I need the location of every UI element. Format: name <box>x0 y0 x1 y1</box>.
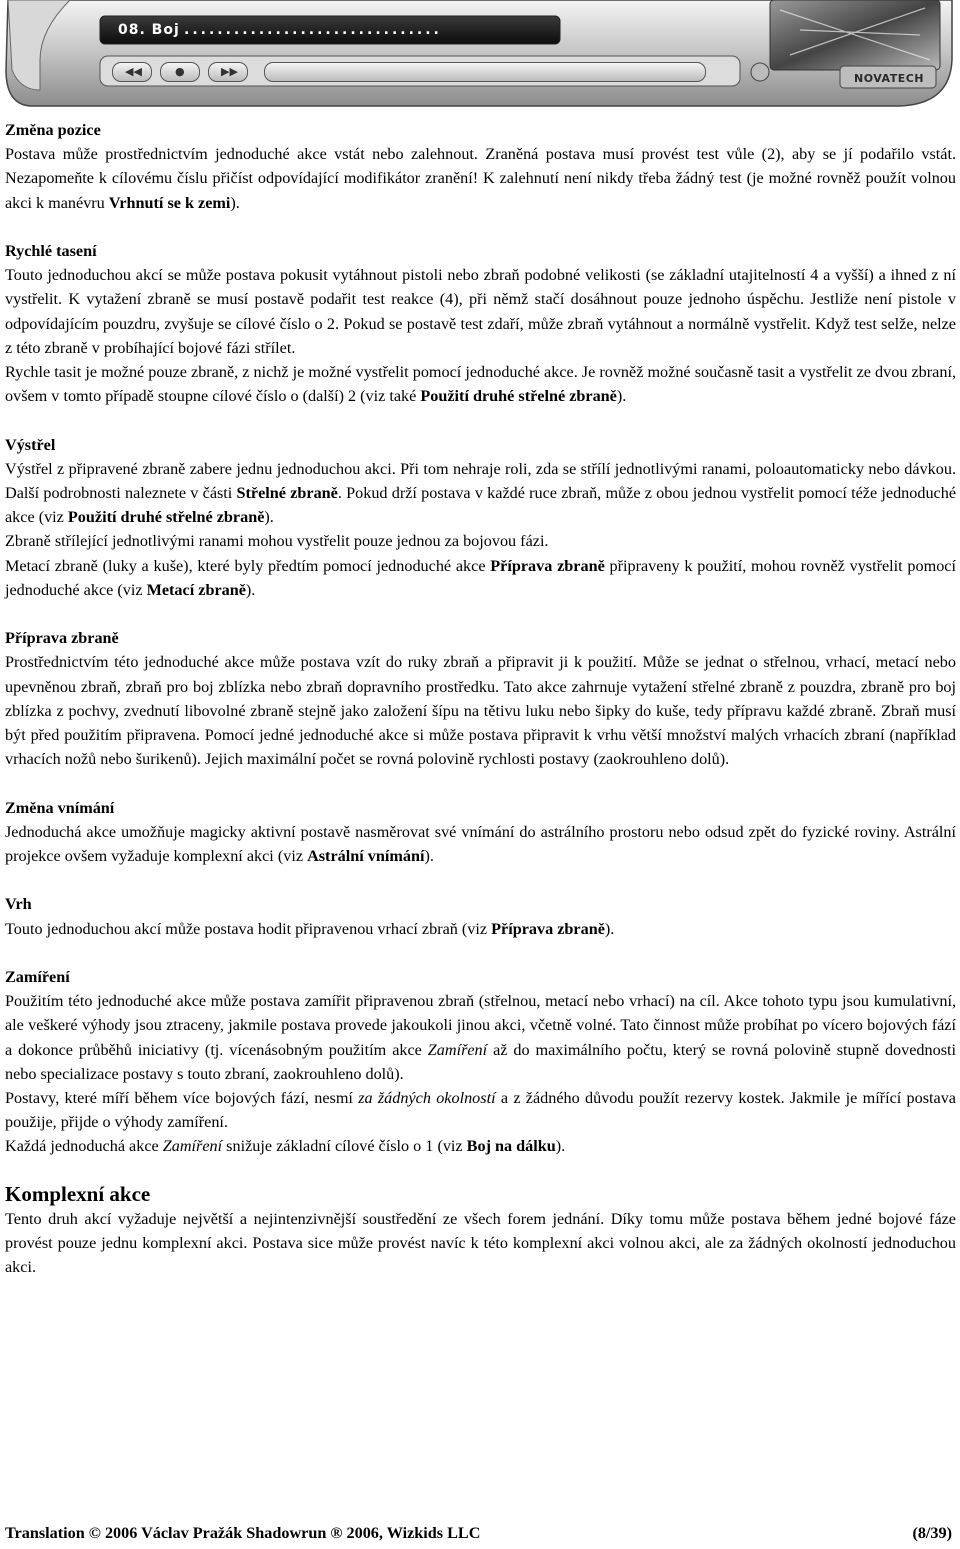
italic-term: Zamíření <box>427 1040 488 1059</box>
bold-reference: Příprava zbraně <box>490 556 605 575</box>
paragraph <box>5 820 956 868</box>
page-footer <box>5 1524 952 1543</box>
text-run: Rychle tasit je možné pouze zbraně, z nichž je možné vystřelit pomocí jednoduché akce. Je rovněž možné současně tasit a vystřelit ze dvou zbraní, ovšem v tomto případě stoupne cílové číslo o (další) 2 (viz také <box>5 363 956 406</box>
section-heading: Změna pozice <box>5 121 101 139</box>
paragraph <box>5 917 956 941</box>
paragraph <box>5 554 956 602</box>
paragraph <box>5 263 956 360</box>
text-run: až do maximálního počtu, který se rovná polovině stupně dovednosti nebo specializace postavy s touto zbraní, zaokrouhleno dolů). <box>5 1040 956 1083</box>
italic-term: za žádných okolností <box>358 1089 496 1108</box>
text-run: ). <box>245 580 256 599</box>
text-run: Postavy, které míří během více bojových fází, nesmí <box>5 1089 359 1108</box>
section <box>5 965 956 1159</box>
bold-reference: Astrální vnímání <box>307 847 425 866</box>
bold-reference: Vrhnutí se k zemi <box>108 193 231 212</box>
text-run: . Pokud drží postava v každé ruce zbraň, může z obou jednou vystřelit pomocí téže jednoduché akce (viz <box>5 484 957 527</box>
paragraph <box>5 1086 956 1134</box>
text-run: Zbraně střílející jednotlivými ranami mohou vystřelit pouze jednou za bojovou fázi. <box>5 532 549 551</box>
text-run: snižuje základní cílové číslo o 1 (viz <box>222 1137 467 1156</box>
page-number: (8/39) <box>912 1524 952 1542</box>
text-run: ). <box>264 508 274 527</box>
text-run: ). <box>604 919 615 938</box>
dot-icon: ● <box>175 65 185 78</box>
document-body <box>5 118 956 1304</box>
text-run: ). <box>555 1137 566 1156</box>
text-run: Výstřel z připravené zbraně zabere jednu jednoduchou akci. Při tom nehraje roli, zda se střílí jednotlivými ranami, poloautomaticky nebo dávkou. Další podrobnosti naleznete v části <box>5 459 956 503</box>
italic-term: Zamíření <box>162 1137 223 1156</box>
bold-reference: Střelné zbraně <box>236 484 338 503</box>
text-run: ). <box>230 193 240 212</box>
chapter-title-dots: ............................... <box>184 22 442 38</box>
section-heading: Zamíření <box>5 968 70 987</box>
chapter-header-banner <box>0 0 960 112</box>
section <box>5 433 956 602</box>
stop-button[interactable] <box>160 62 200 82</box>
text-run: Metací zbraně (luky a kuše), které byly předtím pomocí jednoduché akce <box>5 556 491 575</box>
rewind-button[interactable] <box>112 62 152 82</box>
bold-reference: Použití druhé střelné zbraně <box>420 387 617 406</box>
forward-button[interactable] <box>208 62 248 82</box>
section <box>5 239 956 408</box>
text-run: Touto jednoduchou akcí může postava hodit připravenou vrhací zbraň (viz <box>5 919 492 938</box>
paragraph <box>5 457 956 530</box>
forward-icon: ▶▶ <box>221 65 238 78</box>
brand-logo: NOVATECH <box>854 72 924 85</box>
text-run: ). <box>616 387 627 406</box>
text-run: Touto jednoduchou akcí se může postava pokusit vytáhnout pistoli nebo zbraň podobné velikosti (se základní utajitelností 4 a vyšší) a ihned z ní vystřelit. K vytažení zbraně se musí postavě podařit test reakce (4), při němž stačí dosáhnout pouze jednoho úspěchu. Jestliže není pistole v odpovídajícím pouzdru, zvyšuje se cílové číslo o 2. Pokud se postavě test zdaří, může zbraň vytáhnout a normálně vystřelit. Když test selže, nelze z této zbraně v probíhající bojové fázi střílet. <box>5 266 956 357</box>
footer-copyright: Translation © 2006 Václav Pražák Shadowrun ® 2006, Wizkids LLC <box>5 1524 481 1542</box>
section-heading: Příprava zbraně <box>5 629 119 648</box>
text-run: Prostřednictvím této jednoduché akce může postava vzít do ruky zbraň a připravit ji k použití. Může se jednat o střelnou, vrhací, metací nebo upevněnou zbraň, zbraň pro boj zblízka nebo zbraň dopravního prostředku. Tato akce zahrnuje vytažení střelné zbraně z pouzdra, zbraně pro boj zblízka z pochvy, zvednutí libovolné zbraně stejně jako založení šípu na tětivu luku nebo šipky do kuše, tedy přípravu každé zbraně. Zbraň musí být před použitím připravena. Pomocí jedné jednoduché akce si může postava připravit k vrhu větší množství malých vrhacích zbraní (například vrhacích nožů nebo šurikenů). Jejich maximální počet se rovná polovině rychlosti postavy (zaokrouhleno dolů). <box>5 653 956 769</box>
paragraph <box>5 1207 956 1280</box>
section <box>5 796 956 869</box>
bold-reference: Příprava zbraně <box>491 919 605 938</box>
section-heading: Změna vnímání <box>5 798 115 817</box>
paragraph <box>5 360 956 408</box>
paragraph <box>5 650 956 771</box>
paragraph <box>5 1134 956 1158</box>
text-run: Tento druh akcí vyžaduje největší a nejintenzivnější soustředění ze všech forem jednání. Díky tomu může postava během jedné bojové fáze provést pouze jednu komplexní akci. Postava sice může provést navíc k této komplexní akci volnou akci, ale za žádných okolností jednoduchou akci. <box>5 1209 956 1277</box>
section-heading: Výstřel <box>5 435 56 454</box>
progress-track[interactable] <box>264 62 706 82</box>
text-run: Každá jednoduchá akce <box>5 1137 163 1156</box>
section <box>5 626 956 771</box>
text-run: a z žádného důvodu použít rezervy kostek. Jakmile je mířící postava použije, přijde o výhody zamíření. <box>5 1089 956 1132</box>
text-run: Jednoduchá akce umožňuje magicky aktivní postavě nasměrovat své vnímání do astrálního prostoru nebo odsud zpět do fyzické roviny. Astrální projekce ovšem vyžaduje komplexní akci (viz <box>5 822 956 866</box>
section <box>5 892 956 940</box>
chapter-title: 08. Boj <box>118 22 180 38</box>
bold-reference: Boj na dálku <box>466 1137 556 1156</box>
text-run: ). <box>424 847 434 866</box>
device-frame-graphic <box>0 0 960 112</box>
rewind-icon: ◀◀ <box>125 65 142 78</box>
bold-reference: Použití druhé střelné zbraně <box>67 508 265 527</box>
section <box>5 118 956 215</box>
text-run: Postava může prostřednictvím jednoduché akce vstát nebo zalehnout. Zraněná postava musí provést test vůle (2), aby se jí podařilo vstát. Nezapomeňte k cílovému číslu přičíst odpovídající modifikátor zranění! K zalehnutí není nikdy třeba žádný test (je možné rovněž použít volnou akci k manévru <box>5 145 956 212</box>
section-heading: Komplexní akce <box>5 1181 151 1206</box>
paragraph <box>5 529 956 553</box>
bold-reference: Metací zbraně <box>146 580 246 599</box>
section-heading: Rychlé tasení <box>5 242 97 260</box>
section <box>5 1181 956 1280</box>
paragraph <box>5 989 956 1086</box>
text-run: připraveny k použití, mohou rovněž vystřelit pomocí jednoduché akce (viz <box>5 556 956 599</box>
text-run: Použitím této jednoduché akce může postava zamířit připravenou zbraň (střelnou, metací nebo vrhací) na cíl. Akce tohoto typu jsou kumulativní, ale veškeré výhody jsou ztraceny, jakmile postava provede jakoukoli jinou akci, včetně volné. Tato činnost může probíhat po vícero bojových fází a dokonce průběhů iniciativy (tj. vícenásobným použitím akce <box>5 992 956 1059</box>
paragraph <box>5 142 956 215</box>
section-heading: Vrh <box>5 895 32 914</box>
